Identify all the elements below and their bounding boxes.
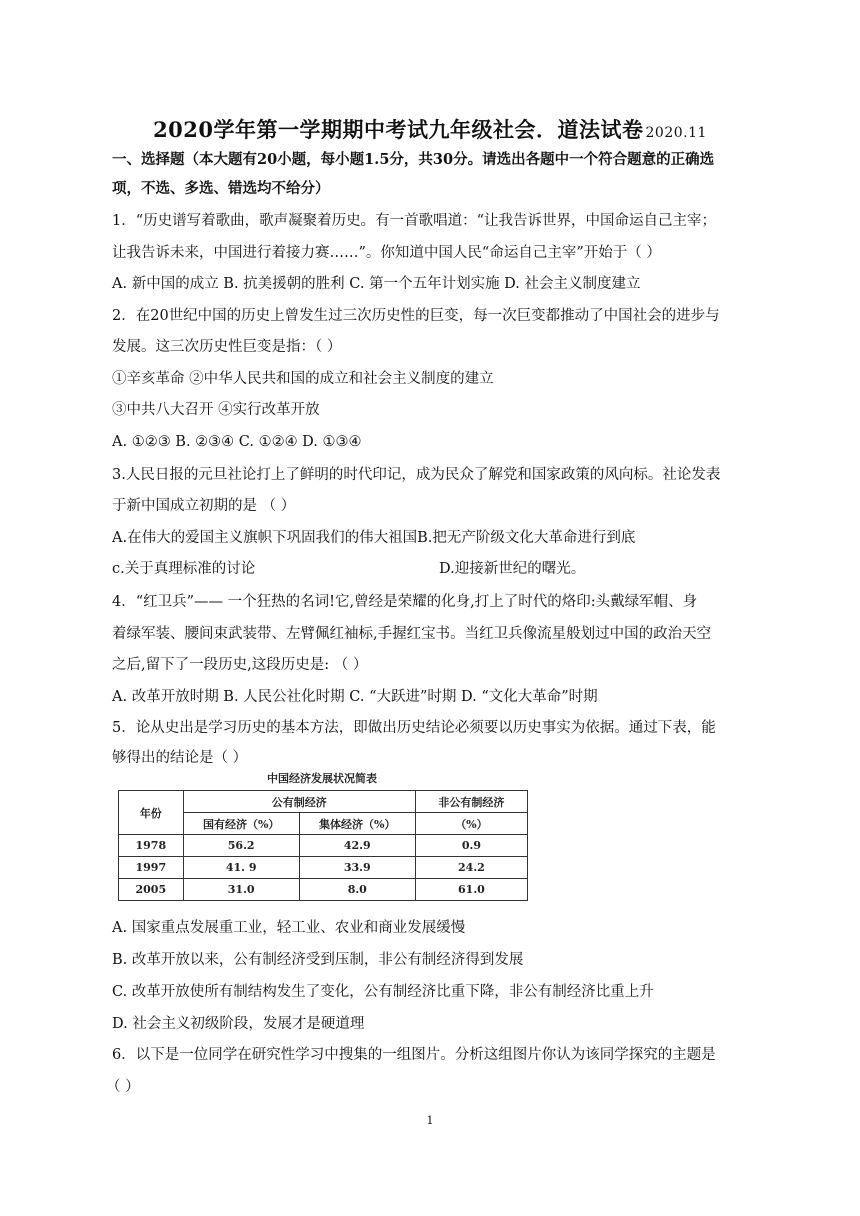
subheader-collective: 集体经济（%） xyxy=(299,813,415,835)
page-number: 1 xyxy=(426,1114,434,1127)
cell-state: 41. 9 xyxy=(183,857,299,879)
cell-state: 56.2 xyxy=(183,835,299,857)
cell-year: 1997 xyxy=(119,857,184,879)
q3-option-b: B.把无产阶级文化大革命进行到底 xyxy=(417,530,636,546)
q3-option-a: A.在伟大的爱国主义旗帜下巩固我们的伟大祖国 xyxy=(112,530,418,546)
cell-nonpublic: 0.9 xyxy=(415,835,527,857)
page-title xyxy=(0,114,860,144)
header-nonpublic: 非公有制经济 xyxy=(415,791,527,813)
q3-option-c: c.关于真理标准的讨论 xyxy=(112,561,256,577)
table-row xyxy=(119,835,528,857)
cell-year: 1978 xyxy=(119,835,184,857)
q3-options-line-1 xyxy=(112,528,635,548)
cell-nonpublic: 24.2 xyxy=(415,857,527,879)
q5-option-d: D. 社会主义初级阶段，发展才是硬道理 xyxy=(112,1016,365,1032)
q1-stem-line-2: 让我告诉未来，中国进行着接力赛……”。你知道中国人民“命运自己主宰”开始于（ ） xyxy=(112,245,661,261)
q6-stem-line-1: 6．以下是一位同学在研究性学习中搜集的一组图片。分析这组图片你认为该同学探究的主题是 xyxy=(112,1047,716,1063)
header-year: 年份 xyxy=(119,791,184,835)
q4-stem-line-1: 4．“红卫兵”—— 一个狂热的名词!它,曾经是荣耀的化身,打上了时代的烙印:头戴绿军帽、身 xyxy=(112,594,698,610)
cell-collective: 8.0 xyxy=(299,879,415,901)
q2-item-line-2: ③中共八大召开 ④实行改革开放 xyxy=(112,402,320,418)
q4-stem-line-2: 着绿军装、腰间束武装带、左臂佩红袖标,手握红宝书。当红卫兵像流星般划过中国的政治天空 xyxy=(112,626,712,642)
q3-stem-line-2: 于新中国成立初期的是 （ ） xyxy=(112,498,296,514)
header-public: 公有制经济 xyxy=(183,791,415,813)
q2-stem-line-1: 2．在20世纪中国的历史上曾发生过三次历史性的巨变，每一次巨变都推动了中国社会的进步与 xyxy=(112,308,720,324)
q6-stem-line-2: （ ） xyxy=(106,1079,140,1095)
cell-nonpublic: 61.0 xyxy=(415,879,527,901)
q2-stem-line-2: 发展。这三次历史性巨变是指：（ ） xyxy=(112,339,342,355)
q5-option-a: A. 国家重点发展重工业，轻工业、农业和商业发展缓慢 xyxy=(112,920,466,936)
q5-stem-line-1: 5．论从史出是学习历史的基本方法，即做出历史结论必须要以历史事实为依据。通过下表，能 xyxy=(112,720,716,736)
section-heading-line-1: 一、选择题（本大题有20小题，每小题1.5分，共30分。请选出各题中一个符合题意的正确选 xyxy=(112,151,715,168)
cell-collective: 33.9 xyxy=(299,857,415,879)
cell-collective: 42.9 xyxy=(299,835,415,857)
section-heading-line-2: 项，不选、多选、错选均不给分） xyxy=(112,180,330,197)
q1-stem-line-1: 1．“历史谱写着歌曲，歌声凝聚着历史。有一首歌唱道：“让我告诉世界，中国命运自己主宰； xyxy=(112,213,717,229)
subheader-nonpublic-unit: （%） xyxy=(415,813,527,835)
q5-option-c: C. 改革开放使所有制结构发生了变化，公有制经济比重下降，非公有制经济比重上升 xyxy=(112,984,654,1000)
q4-options: A. 改革开放时期 B. 人民公社化时期 C. “大跃进”时期 D. “文化大革命”时期 xyxy=(112,689,598,705)
q1-options: A. 新中国的成立 B. 抗美援朝的胜利 C. 第一个五年计划实施 D. 社会主义制度建立 xyxy=(112,276,641,292)
title-text: 2020学年第一学期期中考试九年级社会．道法试卷 xyxy=(153,117,644,142)
economy-table xyxy=(118,790,528,901)
cell-state: 31.0 xyxy=(183,879,299,901)
q4-stem-line-3: 之后,留下了一段历史,这段历史是: （ ） xyxy=(112,657,368,673)
q2-item-line-1: ①辛亥革命 ②中华人民共和国的成立和社会主义制度的建立 xyxy=(112,371,494,387)
cell-year: 2005 xyxy=(119,879,184,901)
table-row xyxy=(119,879,528,901)
economy-table-image xyxy=(116,770,528,903)
subheader-state: 国有经济（%） xyxy=(183,813,299,835)
table-caption: 中国经济发展状况简表 xyxy=(267,772,377,785)
title-date: 2020.11 xyxy=(645,125,707,141)
q5-stem-line-2: 够得出的结论是（ ） xyxy=(112,750,248,766)
q3-option-d: D.迎接新世纪的曙光。 xyxy=(439,561,586,577)
table-row xyxy=(119,857,528,879)
q2-options: A. ①②③ B. ②③④ C. ①②④ D. ①③④ xyxy=(112,434,362,450)
q3-stem-line-1: 3.人民日报的元旦社论打上了鲜明的时代印记，成为民众了解党和国家政策的风向标。社论发表 xyxy=(112,467,721,483)
q5-option-b: B. 改革开放以来，公有制经济受到压制，非公有制经济得到发展 xyxy=(112,952,524,968)
